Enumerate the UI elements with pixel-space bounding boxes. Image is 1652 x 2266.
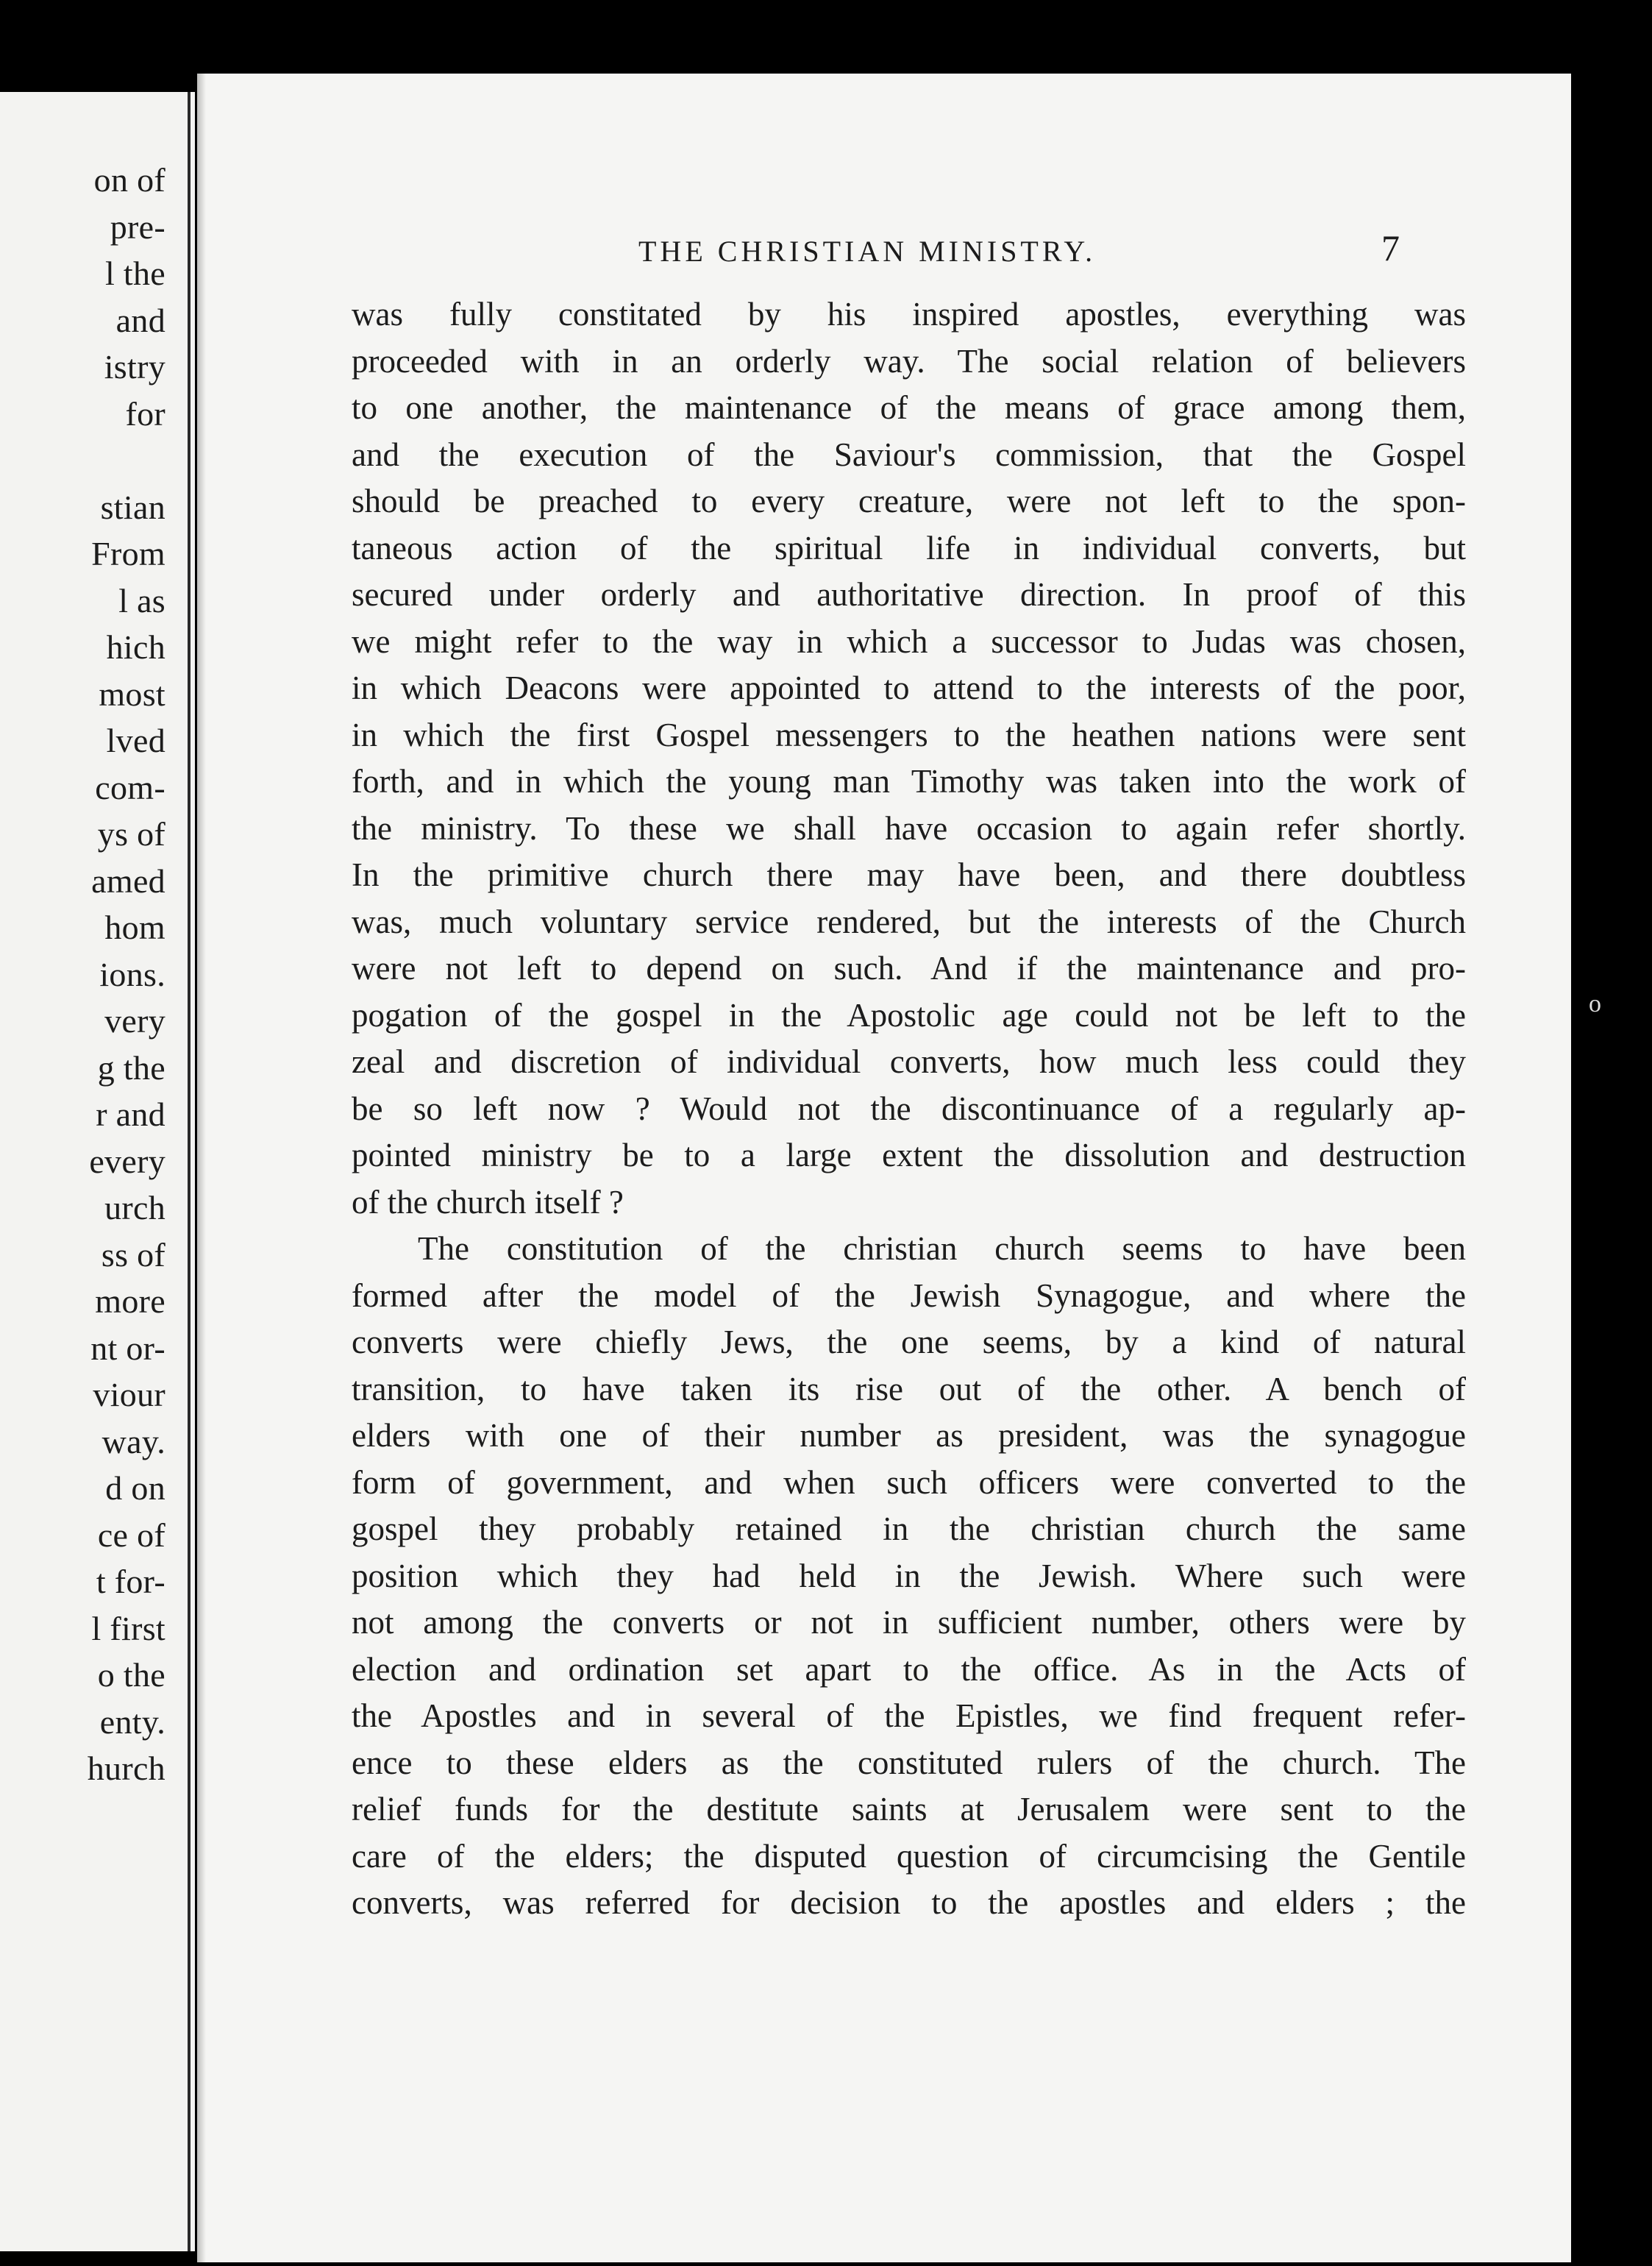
facing-page-line: l first (91, 1609, 165, 1647)
facing-page-line: From (91, 535, 165, 572)
facing-page-line: hom (104, 909, 165, 946)
text-line: the ministry. To these we shall have occasion to again refer shortly. (352, 809, 1466, 847)
paragraph-2 (352, 1226, 1466, 1927)
text-line: pogation of the gospel in the Apostolic age could not be left to the (352, 996, 1466, 1034)
text-line: pointed ministry be to a large extent the dissolution and destruction (352, 1137, 1466, 1173)
text-line: The constitution of the christian church seems to have been (418, 1230, 1466, 1267)
facing-page-line: com- (95, 768, 165, 806)
text-line: zeal and discretion of individual converts, how much less could they (352, 1043, 1466, 1080)
facing-page-line: t for- (96, 1563, 165, 1600)
facing-page-line: stian (100, 488, 165, 526)
text-line: in which Deacons were appointed to attend to the interests of the poor, (352, 670, 1466, 706)
text-line: formed after the model of the Jewish Synagogue, and where the (352, 1276, 1466, 1314)
facing-page-line: g the (97, 1048, 165, 1087)
facing-page-line: hich (106, 628, 165, 666)
facing-page-line: more (95, 1282, 165, 1320)
text-line: care of the elders; the disputed question of circumcising the Gentile (352, 1837, 1466, 1875)
facing-page-line: viour (93, 1376, 165, 1413)
text-line: was fully constitated by his inspired apostles, everything was (352, 296, 1466, 333)
facing-page-line: ss of (101, 1235, 165, 1274)
text-line: secured under orderly and authoritative direction. In proof of this (352, 576, 1466, 613)
text-line: election and ordination set apart to the office. As in the Acts of (352, 1650, 1466, 1688)
text-line: to one another, the maintenance of the means of grace among them, (352, 389, 1466, 426)
text-line: converts, was referred for decision to the apostles and elders ; the (352, 1884, 1466, 1921)
text-line: In the primitive church there may have been, and there doubtless (352, 856, 1466, 893)
text-line: the Apostles and in several of the Epistles, we find frequent refer- (352, 1697, 1466, 1734)
page-edge (188, 92, 191, 2251)
facing-page-line: and (115, 301, 165, 339)
text-line: gospel they probably retained in the christian church the same (352, 1510, 1466, 1547)
text-line: and the execution of the Saviour's commission, that the Gospel (352, 436, 1466, 473)
facing-page-line: enty. (99, 1702, 165, 1741)
book-page (197, 74, 1571, 2262)
facing-page-line: most (99, 675, 165, 713)
text-line: proceeded with in an orderly way. The social relation of believers (352, 342, 1466, 380)
facing-page-line: pre- (110, 207, 165, 246)
facing-page-fragment (0, 92, 195, 2251)
facing-page-line: d on (105, 1469, 165, 1507)
text-line: in which the first Gospel messengers to the heathen nations were sent (352, 716, 1466, 753)
facing-page-line: l as (118, 581, 165, 619)
facing-page-line: for (125, 394, 165, 433)
text-line: ence to these elders as the constituted rulers of the church. The (352, 1744, 1466, 1781)
facing-page-line: hurch (87, 1750, 165, 1787)
running-head: THE CHRISTIAN MINISTRY. (638, 235, 1097, 268)
text-line: relief funds for the destitute saints at Jerusalem were sent to the (352, 1791, 1466, 1828)
text-line: converts were chiefly Jews, the one seems, by a kind of natural (352, 1324, 1466, 1360)
body-text (352, 291, 1466, 1927)
facing-page-line: r and (96, 1095, 165, 1133)
facing-page-line: every (89, 1142, 165, 1180)
facing-page-line: o the (97, 1656, 165, 1694)
facing-page-line: very (104, 1002, 165, 1040)
facing-page-line: l the (105, 255, 165, 292)
text-line: not among the converts or not in sufficient number, others were by (352, 1604, 1466, 1641)
facing-page-line: urch (104, 1189, 165, 1226)
text-line: we might refer to the way in which a successor to Judas was chosen, (352, 622, 1466, 660)
text-line: position which they had held in the Jewish. Where such were (352, 1557, 1466, 1594)
margin-smudge: o (1589, 990, 1601, 1017)
facing-page-line: lved (106, 722, 165, 759)
facing-page-line: on of (93, 161, 165, 199)
text-line: taneous action of the spiritual life in individual converts, but (352, 529, 1466, 566)
facing-page-line: ce of (97, 1516, 165, 1554)
facing-page-line: amed (91, 862, 165, 900)
text-line: transition, to have taken its rise out of the other. A bench of (352, 1370, 1466, 1407)
text-line: forth, and in which the young man Timothy was taken into the work of (352, 763, 1466, 800)
facing-page-line: way. (102, 1422, 165, 1460)
facing-page-line: ions. (99, 955, 165, 993)
text-line: form of government, and when such officers were converted to the (352, 1463, 1466, 1501)
facing-page-line: nt or- (90, 1329, 165, 1367)
facing-page-line: ys of (97, 815, 165, 853)
text-line: be so left now ? Would not the discontinuance of a regularly ap- (352, 1090, 1466, 1127)
page-number: 7 (1381, 227, 1400, 269)
text-line: should be preached to every creature, were not left to the spon- (352, 483, 1466, 519)
text-line: of the church itself ? (352, 1183, 624, 1221)
text-line: was, much voluntary service rendered, but the interests of the Church (352, 903, 1466, 940)
page-fold-shadow (197, 74, 206, 2262)
paragraph-1 (352, 291, 1466, 1226)
text-line: elders with one of their number as president, was the synagogue (352, 1417, 1466, 1454)
text-line: were not left to depend on such. And if the maintenance and pro- (352, 950, 1466, 987)
facing-page-line: istry (104, 348, 165, 386)
